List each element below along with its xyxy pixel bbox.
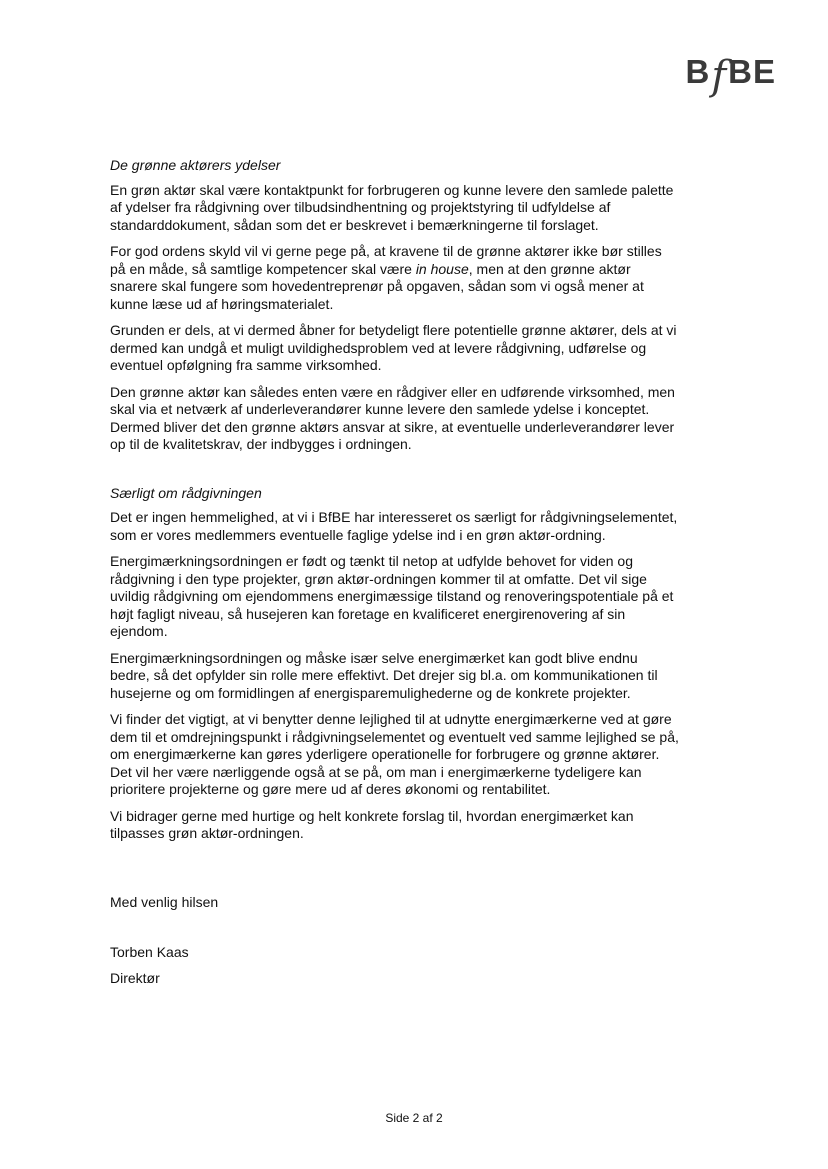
- paragraph-text-continued: , men at den grønne aktør snarere skal fungere som hovedentreprenør på opgaven, sådan som vi også mener at kunne læse ud af høringsmaterialet.: [110, 260, 644, 312]
- section-advisory: [110, 485, 680, 843]
- signer-title: Direktør: [110, 970, 160, 986]
- paragraph-text: Energimærkningsordningen og måske især selve energimærket kan godt blive endnu bedre, så det opfylder sin rolle mere effektivt. Det drejer sig bl.a. om kommunikationen til husejerne og om formidlingen af energisparemulighederne og de konkrete projekter.: [110, 649, 658, 701]
- paragraph-text: Den grønne aktør kan således enten være en rådgiver eller en udførende virksomhed, men skal via et netværk af underleverandører kunne levere den samlede ydelse i konceptet. Dermed bliver det den grønne aktørs ansvar at sikre, at eventuelle underleverandører lever op til de kvalitetskrav, der indbygges i ordningen.: [110, 383, 675, 452]
- closing-greeting: [110, 894, 218, 912]
- paragraph: [110, 384, 680, 454]
- logo-letter-f: f: [711, 53, 728, 99]
- paragraph: [110, 553, 680, 641]
- paragraph: [110, 243, 680, 313]
- paragraph: [110, 711, 680, 799]
- signer-name: Torben Kaas: [110, 944, 189, 960]
- page-number: Side 2 af 2: [385, 1111, 443, 1125]
- paragraph: [110, 182, 680, 235]
- logo-letters-be: BE: [728, 53, 776, 90]
- paragraph: [110, 322, 680, 375]
- paragraph-text: Vi bidrager gerne med hurtige og helt konkrete forslag til, hvordan energimærket kan tilpasses grøn aktør-ordningen.: [110, 807, 634, 841]
- paragraph-text: Det er ingen hemmelighed, at vi i BfBE har interesseret os særligt for rådgivningselementet, som er vores medlemmers eventuelle faglige ydelse ind i en grøn aktør-ordning.: [110, 509, 678, 543]
- logo-letter-b: B: [685, 53, 711, 90]
- paragraph-text: En grøn aktør skal være kontaktpunkt for forbrugeren og kunne levere den samlede palette af ydelser fra rådgivning over tilbudsindhentning og projektstyring til udfyldelse af standarddokument, sådan som det er beskrevet i bemærkningerne til forslaget.: [110, 181, 674, 233]
- paragraph-emphasis: in house: [415, 260, 469, 277]
- section-spacer: [110, 463, 680, 485]
- letter-body: [110, 157, 680, 852]
- paragraph: [110, 650, 680, 703]
- paragraph-text: Energimærkningsordningen er født og tænkt til netop at udfylde behovet for viden og rådgivning i den type projekter, grøn aktør-ordningen kommer til at omfatte. Det vil sige uvildig rådgivning om ejendommens energimæssige tilstand og renoveringspotentiale på et højt fagligt niveau, så husejeren kan foretage en kvalificeret energirenovering af sin ejendom.: [110, 553, 674, 639]
- section-green-actors: [110, 157, 680, 454]
- section-heading: Særligt om rådgivningen: [110, 484, 262, 501]
- paragraph: [110, 509, 680, 544]
- section-heading: De grønne aktørers ydelser: [110, 157, 281, 173]
- paragraph-text: For god ordens skyld vil vi gerne pege på, at kravene til de grønne aktører ikke bør stilles på en måde, så samtlige kompetencer skal være: [110, 243, 662, 277]
- paragraph-text: Grunden er dels, at vi dermed åbner for betydeligt flere potentielle grønne aktører, dels at vi dermed kan undgå et muligt uvildighedsproblem ved at levere rådgivning, udførelse og eventuel opfølgning fra samme virksomhed.: [110, 322, 677, 373]
- paragraph: [110, 808, 680, 843]
- paragraph-text: Vi finder det vigtigt, at vi benytter denne lejlighed til at udnytte energimærkerne ved at gøre dem til et omdrejningspunkt i rådgivningselementet og eventuelt ved samme lejlighed se på, om energimærkerne kan gøres yderligere operationelle for forbrugere og grønne aktører. Det vil her være nærliggende også at se på, om man i energimærkerne tydeligere kan prioritere projekterne og gøre mere ud af deres økonomi og rentabilitet.: [110, 711, 679, 797]
- bfbe-logo: [685, 50, 777, 99]
- greeting-text: Med venlig hilsen: [110, 894, 219, 910]
